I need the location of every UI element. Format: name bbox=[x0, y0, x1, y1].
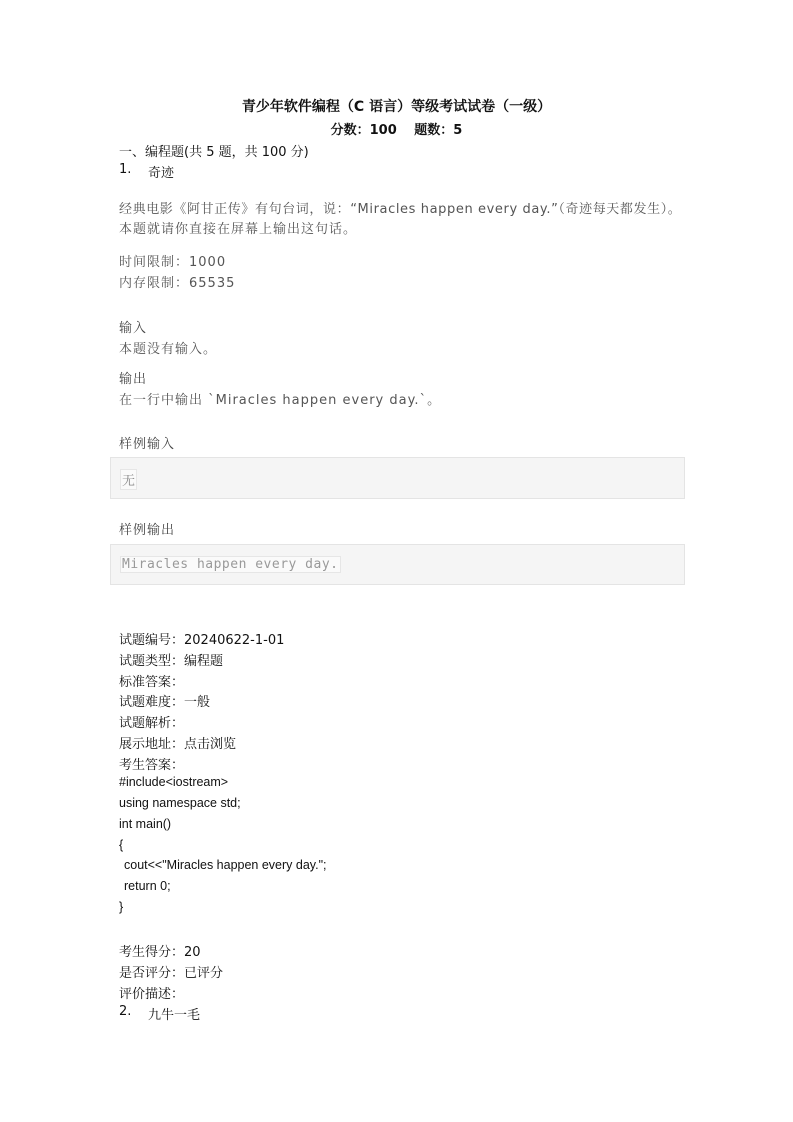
standard-answer: 标准答案： bbox=[119, 675, 185, 690]
input-heading: 输入 bbox=[119, 321, 148, 336]
code-line: } bbox=[119, 900, 124, 914]
code-line: { bbox=[119, 838, 124, 852]
question-description: 经典电影《阿甘正传》有句台词，说：“Miracles happen every day.”（奇迹每天都发生）。 bbox=[119, 202, 682, 217]
score-summary: 分数：100 题数：5 bbox=[330, 123, 463, 138]
question-id: 试题编号：20240622-1-01 bbox=[119, 633, 285, 648]
question-description-2: 本题就请你直接在屏幕上输出这句话。 bbox=[119, 222, 358, 237]
sample-input-value: 无 bbox=[120, 469, 137, 490]
exam-title: 青少年软件编程（C 语言）等级考试试卷（一级） bbox=[241, 99, 552, 115]
question-2-title: 九牛一毛 bbox=[148, 1008, 201, 1023]
output-text: 在一行中输出 `Miracles happen every day.`。 bbox=[119, 393, 442, 408]
code-line: cout<<"Miracles happen every day."; bbox=[124, 858, 327, 872]
question-2-number: 2. bbox=[119, 1004, 132, 1019]
student-score: 考生得分：20 bbox=[119, 945, 201, 960]
sample-input-heading: 样例输入 bbox=[119, 437, 176, 452]
section-heading: 一、编程题(共 5 题，共 100 分) bbox=[119, 145, 309, 160]
graded-status: 是否评分：已评分 bbox=[119, 966, 224, 981]
question-type: 试题类型：编程题 bbox=[119, 654, 224, 669]
code-line: #include<iostream> bbox=[119, 775, 229, 789]
sample-output-value: Miracles happen every day. bbox=[122, 557, 339, 572]
sample-output-box bbox=[110, 544, 685, 585]
student-answer-label: 考生答案： bbox=[119, 758, 185, 773]
input-text: 本题没有输入。 bbox=[119, 342, 218, 357]
output-heading: 输出 bbox=[119, 372, 148, 387]
analysis: 试题解析： bbox=[119, 716, 185, 731]
question-1-title: 奇迹 bbox=[148, 166, 175, 181]
question-1-number: 1. bbox=[119, 162, 132, 177]
evaluation-description: 评价描述： bbox=[119, 987, 185, 1002]
display-link[interactable]: 展示地址：点击浏览 bbox=[119, 737, 237, 752]
code-line: return 0; bbox=[124, 879, 171, 893]
sample-output-heading: 样例输出 bbox=[119, 523, 176, 538]
time-limit: 时间限制：1000 bbox=[119, 255, 227, 270]
code-line: using namespace std; bbox=[119, 796, 241, 810]
sample-input-box bbox=[110, 457, 685, 499]
difficulty: 试题难度：一般 bbox=[119, 695, 211, 710]
code-line: int main() bbox=[119, 817, 172, 831]
memory-limit: 内存限制：65535 bbox=[119, 276, 236, 291]
